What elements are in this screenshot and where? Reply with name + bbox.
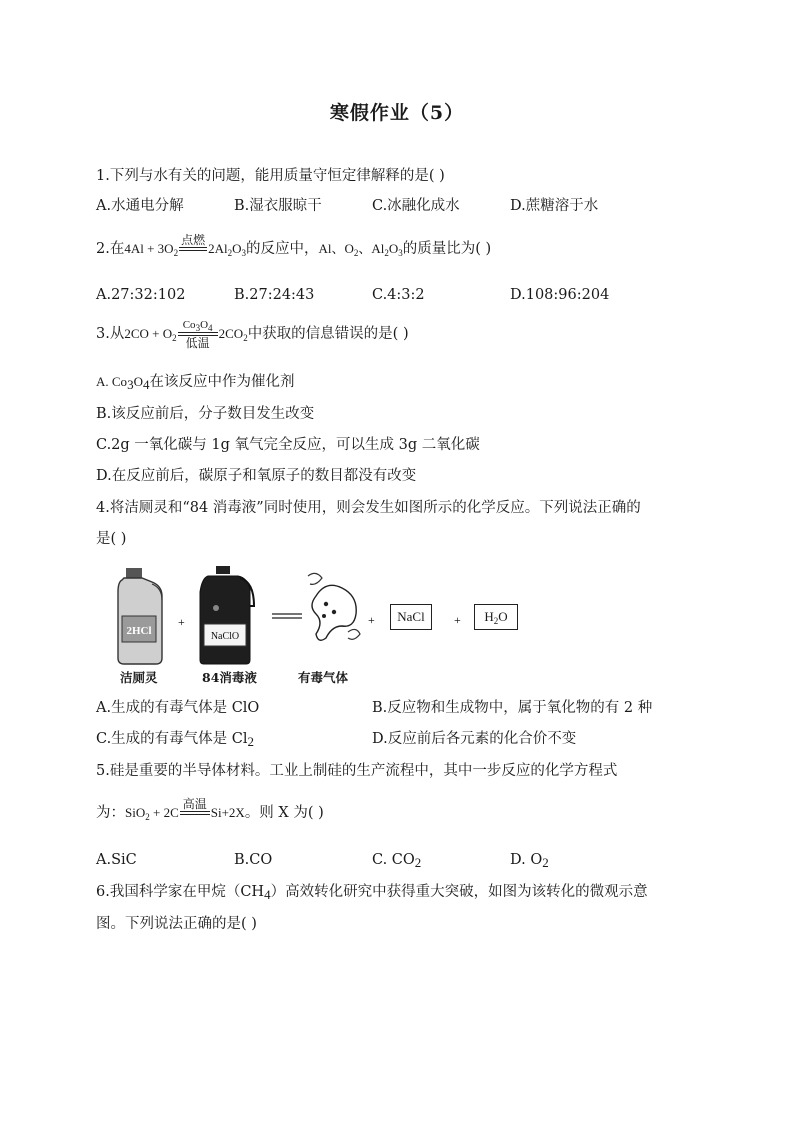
- q4-option-c: C.生成的有毒气体是 $Cl_2$: [96, 731, 255, 749]
- q4-reaction-figure: [112, 566, 532, 686]
- q3-suffix: 中获取的信息错误的是( ): [247, 326, 409, 342]
- q3-equation-right: $2CO_2$: [218, 326, 248, 343]
- q2-stem: [96, 232, 491, 266]
- q5-prefix: 为：: [96, 805, 125, 821]
- q5-stem-line2: [96, 796, 324, 830]
- q2-equation-right: $2Al_2O_3$: [208, 241, 246, 258]
- q5-option-b: B.CO: [234, 852, 273, 868]
- q4-option-a: A.生成的有毒气体是 ClO: [96, 700, 260, 716]
- plus-sign-3: +: [454, 613, 461, 627]
- cleaner-bottle: [118, 568, 162, 664]
- q3-option-c: C.2g 一氧化碳与 1g 氧气完全反应，可以生成 3g 二氧化碳: [96, 437, 480, 453]
- q3-option-d: D.在反应前后，碳原子和氧原子的数目都没有改变: [96, 468, 417, 484]
- q1-option-a: A.水通电分解: [96, 198, 184, 214]
- q2-species: Al、$O_2$、$Al_2O_3$: [318, 241, 403, 258]
- nacl-box: NaCl: [390, 604, 432, 630]
- disinfectant-bottle: [200, 566, 254, 664]
- q1-option-b: B.湿衣服晾干: [234, 198, 322, 214]
- toxic-gas-icon: [308, 573, 360, 640]
- q1-option-c: C.冰融化成水: [372, 198, 460, 214]
- q2-option-a: A.27:32:102: [96, 287, 186, 303]
- q2-option-d: D.108:96:204: [510, 287, 610, 303]
- plus-sign-2: +: [368, 613, 375, 627]
- label-disinfectant: 84消毒液: [202, 670, 257, 685]
- bottle2-text: NaClO: [210, 631, 240, 642]
- q5-equation-right: Si+2X: [210, 805, 245, 820]
- q3-condition-arrow: $Co_3O_4$ 低温: [178, 319, 218, 350]
- label-toxic-gas: 有毒气体: [298, 670, 349, 685]
- plus-sign-1: +: [178, 615, 185, 629]
- q3-equation-left: $2CO + O_2$: [124, 326, 177, 343]
- q1-stem: 1.下列与水有关的问题，能用质量守恒定律解释的是( ): [96, 168, 445, 184]
- h2o-box: $H_2O$: [474, 604, 518, 630]
- q3-option-b: B.该反应前后，分子数目发生改变: [96, 406, 315, 422]
- q6-stem-line2: 图。下列说法正确的是( ): [96, 916, 257, 932]
- q5-option-c: C. $CO_2$: [372, 852, 422, 870]
- q2-suffix-b: 的质量比为( ): [402, 241, 492, 257]
- label-cleaner: 洁厕灵: [120, 670, 158, 685]
- q5-equation-left: SiO$_2$ + 2C: [125, 805, 179, 822]
- q2-option-c: C.4:3:2: [372, 287, 425, 303]
- q5-option-a: A.SiC: [96, 852, 137, 868]
- bottle1-text: 2HCl: [126, 625, 152, 637]
- q5-condition-arrow: 高温: [180, 798, 210, 829]
- q2-prefix: 2.在: [96, 241, 125, 257]
- q1-option-d: D.蔗糖溶于水: [510, 198, 599, 214]
- q2-condition-arrow: 点燃: [179, 234, 207, 265]
- q4-stem-line2: 是( ): [96, 531, 127, 547]
- q5-stem-line1: 5.硅是重要的半导体材料。工业上制硅的生产流程中，其中一步反应的化学方程式: [96, 763, 618, 779]
- q2-equation-left: $4Al + 3O_2$: [124, 241, 179, 258]
- q3-prefix: 3.从: [96, 326, 125, 342]
- q5-suffix: 。则 X 为( ): [244, 805, 324, 821]
- q6-stem-line1: 6.我国科学家在甲烷$(CH_4)$高效转化研究中获得重大突破，如图为该转化的微观示意: [96, 884, 648, 902]
- q3-stem: [96, 314, 409, 354]
- q4-stem-line1: 4.将洁厕灵和“84 消毒液”同时使用，则会发生如图所示的化学反应。下列说法正确的: [96, 500, 641, 516]
- q3-option-a: A. $Co_3O_4$在该反应中作为催化剂: [96, 374, 295, 392]
- q4-option-b: B.反应物和生成物中，属于氧化物的有 2 种: [372, 700, 653, 716]
- page-title: 寒假作业（5）: [329, 102, 465, 124]
- reaction-arrow: [272, 614, 302, 618]
- q2-option-b: B.27:24:43: [234, 287, 315, 303]
- q2-suffix-a: 的反应中，: [245, 241, 319, 257]
- q4-option-d: D.反应前后各元素的化合价不变: [372, 731, 577, 747]
- q5-option-d: D. $O_2$: [510, 852, 549, 870]
